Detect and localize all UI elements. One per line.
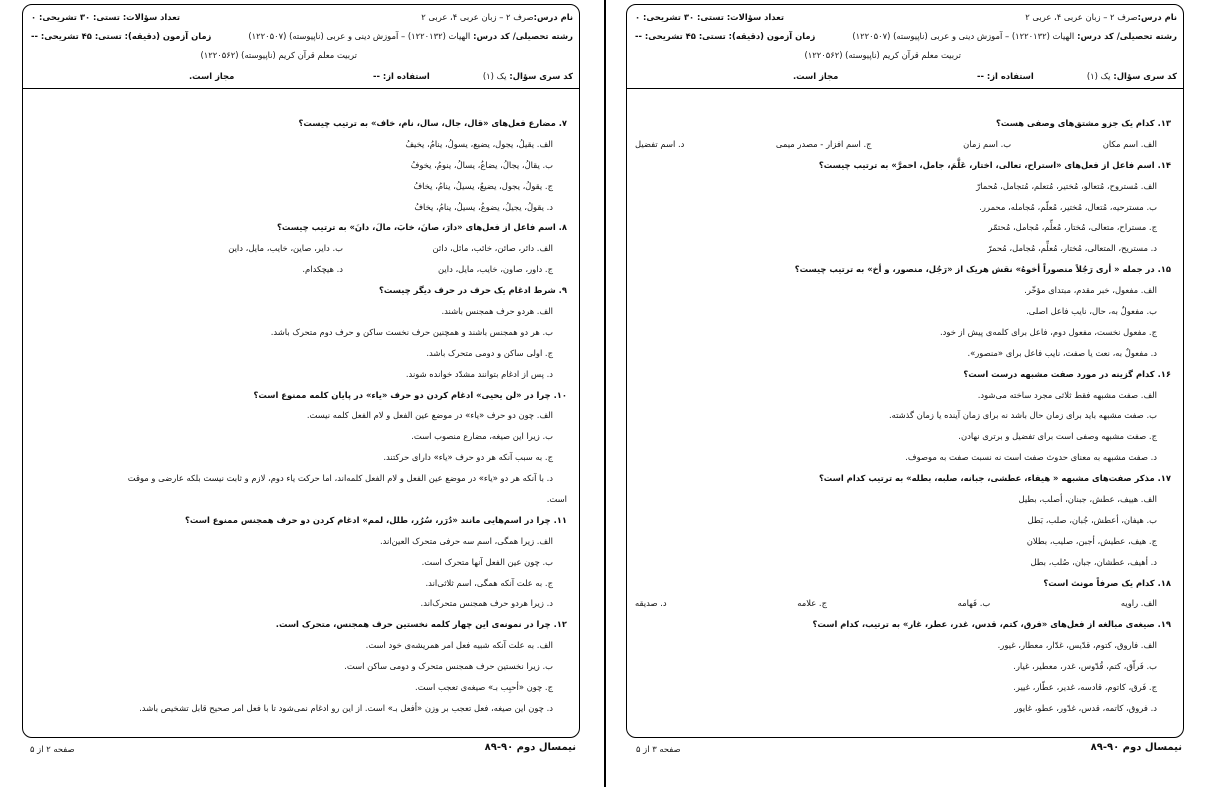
answer-option: ب. هیفان، أعطش، جُبان، صلب، بَطل [1027, 514, 1157, 525]
question-text: ۹. شرط ادغام یک حرف در حرف دیگر چیست؟ [379, 285, 567, 296]
question-list [31, 113, 567, 719]
question-text: ۷. مضارع فعل‌های «قال، جال، سال، نام، خاف» به ترتیب چیست؟ [298, 118, 567, 128]
answer-option: د. صدیقه [635, 598, 667, 609]
answer-option: ب. اسم زمان [963, 138, 1012, 149]
answer-option: د. یقولُ، یجیلُ، یضوعُ، یسیلُ، ینامُ، یخافُ [414, 201, 553, 212]
question-count: تعداد سؤالات: تستی: ۳۰ تشریحی: ۰ [635, 12, 784, 22]
answer-option: د. مفعولٌ به، نعت یا صفت، نایب فاعل برای «منصور». [967, 347, 1157, 358]
exam-time: زمان آزمون (دقیقه): تستی: ۴۵ تشریحی: -- [31, 31, 212, 41]
answer-option: ج. صفت مشبهه وصفی است برای تفضیل و برتری نهادن. [958, 431, 1157, 442]
answer-option: د. صفت مشبهه به معنای حدوث صفت است نه نسبت صفت به موصوف. [905, 452, 1157, 463]
exam-header [627, 5, 1183, 89]
answer-option: ب. زیرا نخستین حرف همجنس متحرک و دومی ساکن است. [344, 661, 553, 672]
answer-option: الف. هییف، عطش، جبنان، أصلب، بطیل [1018, 494, 1157, 505]
answer-option: الف. چون دو حرف «یاء» در موضع عین الفعل و لام الفعل کلمه نیست. [306, 410, 553, 421]
question-text: ۱۱. چرا در اسم‌هایی مانند «دُرَر، سُرُر، طلل، لمم» ادغام کردن دو حرف همجنس ممنوع است؟ [185, 514, 567, 525]
question-count: تعداد سؤالات: تستی: ۳۰ تشریحی: ۰ [31, 12, 180, 22]
answer-option: د. هیچکدام. [302, 264, 343, 275]
answer-option-row [635, 593, 1171, 614]
term-label: نیمسال دوم ۹۰-۸۹ [1090, 742, 1182, 753]
answer-option: ج. یقولُ، یجول، یضیعُ، یسیلُ، ینامُ، یخافُ [413, 180, 553, 191]
question-text: ۱۷. مذکر صفت‌های مشبهه « هیفاء، عطشی، جبانه، صلبه، بطله» به ترتیب کدام است؟ [818, 473, 1171, 484]
answer-option: الف. مفعول، خبر مقدم، مبتدای مؤخّر. [1024, 285, 1157, 296]
answer-option-continuation: است. [546, 494, 567, 505]
answer-option: ب. دایر، صاین، خایب، مایل، داین [228, 243, 343, 254]
term-label: نیمسال دوم ۹۰-۸۹ [484, 742, 576, 753]
question-text: ۱۶. کدام گزینه در مورد صفت مشبهه درست است؟ [963, 368, 1171, 379]
answer-option: الف. هردو حرف همجنس باشند. [441, 306, 553, 317]
answer-option: الف. به علت آنکه شبیه فعل امر همریشه‌ی خود است. [365, 640, 553, 651]
exam-page-left [0, 0, 604, 787]
page-frame [22, 4, 580, 738]
answer-option: ج. هیف، عطیش، أجبن، صلیب، بطلان [1026, 535, 1157, 546]
answer-option: ج. اسم افزار - مصدر میمی [775, 138, 872, 149]
question-text: ۱۸. کدام یک صرفاً مونث است؟ [1043, 577, 1171, 588]
answer-option: ج. مفعول نخست، مفعول دوم، فاعل برای کلمه‌ی پیش از خود. [939, 326, 1157, 337]
course-name-line: نام درس:صرف ۲ – زبان عربی ۴، عربی ۲ [421, 12, 573, 22]
answer-option: الف. یقیلُ، یجول، یضیع، یسولُ، ینامُ، یخیفُ [405, 138, 553, 149]
answer-option: ب. یقالُ، یجالُ، یضاعُ، یسالُ، ینومُ، یخوفُ [410, 159, 553, 170]
field-continuation: تربیت معلم قرآن کریم (ناپیوسته) (۱۲۲۰۵۶۲) [804, 50, 961, 60]
answer-option: ب. مسترحیه، مُتعال، مُختیر، مُعلّم، مُجامله، محمرر. [979, 201, 1157, 212]
allowed-note: مجاز است. [189, 71, 235, 81]
field-line: رشته تحصیلی/ کد درس: الهیات (۱۲۲۰۱۳۲) – آموزش دینی و عربی (ناپیوسته) (۱۲۲۰۵۰۷) [248, 31, 573, 41]
answer-option: د. چون این صیغه، فعل تعجب بر وزن «أفعل بـ» است. از این رو ادغام نمی‌شود تا با فعل امر صحیح قابل تشخیص باشد. [139, 702, 553, 713]
question-text: ۱۳. کدام یک جزو مشتق‌های وصفی هست؟ [996, 118, 1171, 128]
exam-page-right [608, 0, 1212, 787]
page-number: صفحه ۳ از ۵ [636, 744, 681, 754]
usage-line: استفاده از: -- [977, 71, 1034, 81]
question-text: ۱۰. چرا در «لن یحیی» ادغام کردن دو حرف «یاء» در پایان کلمه ممنوع است؟ [253, 389, 567, 400]
answer-option: الف. راویه [1120, 598, 1157, 609]
answer-option: ب. صفت مشبهه باید برای زمان حال باشد نه برای زمان آینده یا زمان گذشته. [888, 410, 1157, 421]
series-line: کد سری سؤال: یک (۱) [1086, 71, 1177, 81]
answer-option: د. با آنکه هر دو «یاء» در موضع عین الفعل و لام الفعل کلمه‌اند، اما حرکت یاء دوم، لازم و ثابت نیست بلکه عارضی و موقت [127, 473, 553, 484]
answer-option: الف. فاروق، کتوم، قدّیس، غدّار، معطار، غیور. [997, 640, 1157, 651]
answer-option: د. زیرا هردو حرف همجنس متحرک‌اند. [420, 598, 553, 609]
answer-option: الف. اسم مکان [1102, 138, 1157, 149]
answer-option: الف. زیرا همگی، اسم سه حرفی متحرک العین‌اند. [379, 535, 553, 546]
answer-option: ج. اولی ساکن و دومی متحرک باشد. [426, 347, 553, 358]
field-line: رشته تحصیلی/ کد درس: الهیات (۱۲۲۰۱۳۲) – آموزش دینی و عربی (ناپیوسته) (۱۲۲۰۵۰۷) [852, 31, 1177, 41]
answer-option: ج. فَرق، کاتوم، قادسه، غدیر، عطّار، غییر. [1013, 682, 1157, 693]
answer-option: د. أهیف، عطشان، جبان، صُلب، بطل [1030, 556, 1157, 567]
answer-option-row [31, 238, 567, 259]
page-number: صفحه ۲ از ۵ [30, 744, 75, 754]
answer-option: د. فروق، کاتمه، قدس، غدّور، عطو، غایور [1014, 702, 1157, 713]
field-continuation: تربیت معلم قرآن کریم (ناپیوسته) (۱۲۲۰۵۶۲) [200, 50, 357, 60]
series-line: کد سری سؤال: یک (۱) [482, 71, 573, 81]
answer-option: ب. هر دو همجنس باشند و همچنین حرف نخست ساکن و حرف دوم متحرک باشد. [270, 326, 553, 337]
answer-option: ب. چون عین الفعل آنها متحرک است. [421, 556, 553, 567]
answer-option: ب. فَهامه [957, 598, 991, 609]
usage-line: استفاده از: -- [373, 71, 430, 81]
question-text: ۱۲. چرا در نمونه‌ی این چهار کلمه نخستین حرف همجنس، متحرک است. [275, 619, 567, 630]
question-text: ۱۴. اسم فاعل از فعل‌های «استراح، تعالی، اختار، عَلَّمَ، جامل، احمرَّ» به ترتیب چیست؟ [818, 159, 1171, 170]
answer-option: ب. مفعولٌ به، حال، نایب فاعل اصلی. [1026, 306, 1157, 317]
question-list [635, 113, 1171, 719]
question-text: ۱۹. صیغه‌ی مبالغه از فعل‌های «فرق، کتم، قدس، غدر، عطر، غار» به ترتیب، کدام است؟ [812, 619, 1171, 630]
page-frame [626, 4, 1184, 738]
question-text: ۱۵. در جمله « أری رَجُلاً منصوراً أخوهُ» نقش هریک از «رَجُل، منصور، و أخ» به ترتیب چیست؟ [794, 264, 1171, 275]
answer-option-row [635, 134, 1171, 155]
answer-option-row [31, 259, 567, 280]
answer-option: ب. زیرا این صیغه، مضارع منصوب است. [411, 431, 553, 442]
exam-header [23, 5, 579, 89]
answer-option: ب. فَراّق، کتم، قُدّوس، غدر، معطیر، غیار. [1013, 661, 1157, 672]
allowed-note: مجاز است. [793, 71, 839, 81]
answer-option: ج. داور، صاون، خایب، مایل، داین [438, 264, 553, 275]
answer-option: الف. دائر، صائن، خائب، مائل، دائن [432, 243, 553, 254]
answer-option: الف. صفت مشبهه فقط ثلاثی مجرد ساخته می‌شود. [977, 389, 1157, 400]
page-divider [604, 0, 606, 787]
course-name-line: نام درس:صرف ۲ – زبان عربی ۴، عربی ۲ [1025, 12, 1177, 22]
answer-option: ج. علامه [797, 598, 827, 609]
answer-option: ج. مستراح، متعالی، مُختار، مُعلِّم، مُجامل، مُحتمّر [988, 222, 1157, 233]
answer-option: د. پس از ادغام بتوانند مشدّد خوانده شوند. [405, 368, 553, 379]
exam-time: زمان آزمون (دقیقه): تستی: ۴۵ تشریحی: -- [635, 31, 816, 41]
answer-option: الف. مُستروح، مُتعالو، مُختیر، مُتعلم، مُتجامل، مُحمارّ [976, 180, 1157, 191]
question-text: ۸. اسم فاعل از فعل‌های «دارَ، صانَ، خابَ، مالَ، دانَ» به ترتیب چیست؟ [277, 222, 567, 233]
answer-option: ج. به علت آنکه همگی، اسم ثلاثی‌اند. [425, 577, 553, 588]
answer-option: د. مستریح، المتعالی، مُختار، مُعلِّم، مُجامل، مُحمرّ [987, 243, 1157, 254]
answer-option: ج. چون «أحبِب بـ» صیغه‌ی تعجب است. [415, 682, 553, 693]
answer-option: ج. به سبب آنکه هر دو حرف «یاء» دارای حرکتند. [383, 452, 553, 463]
answer-option: د. اسم تفضیل [635, 138, 685, 149]
